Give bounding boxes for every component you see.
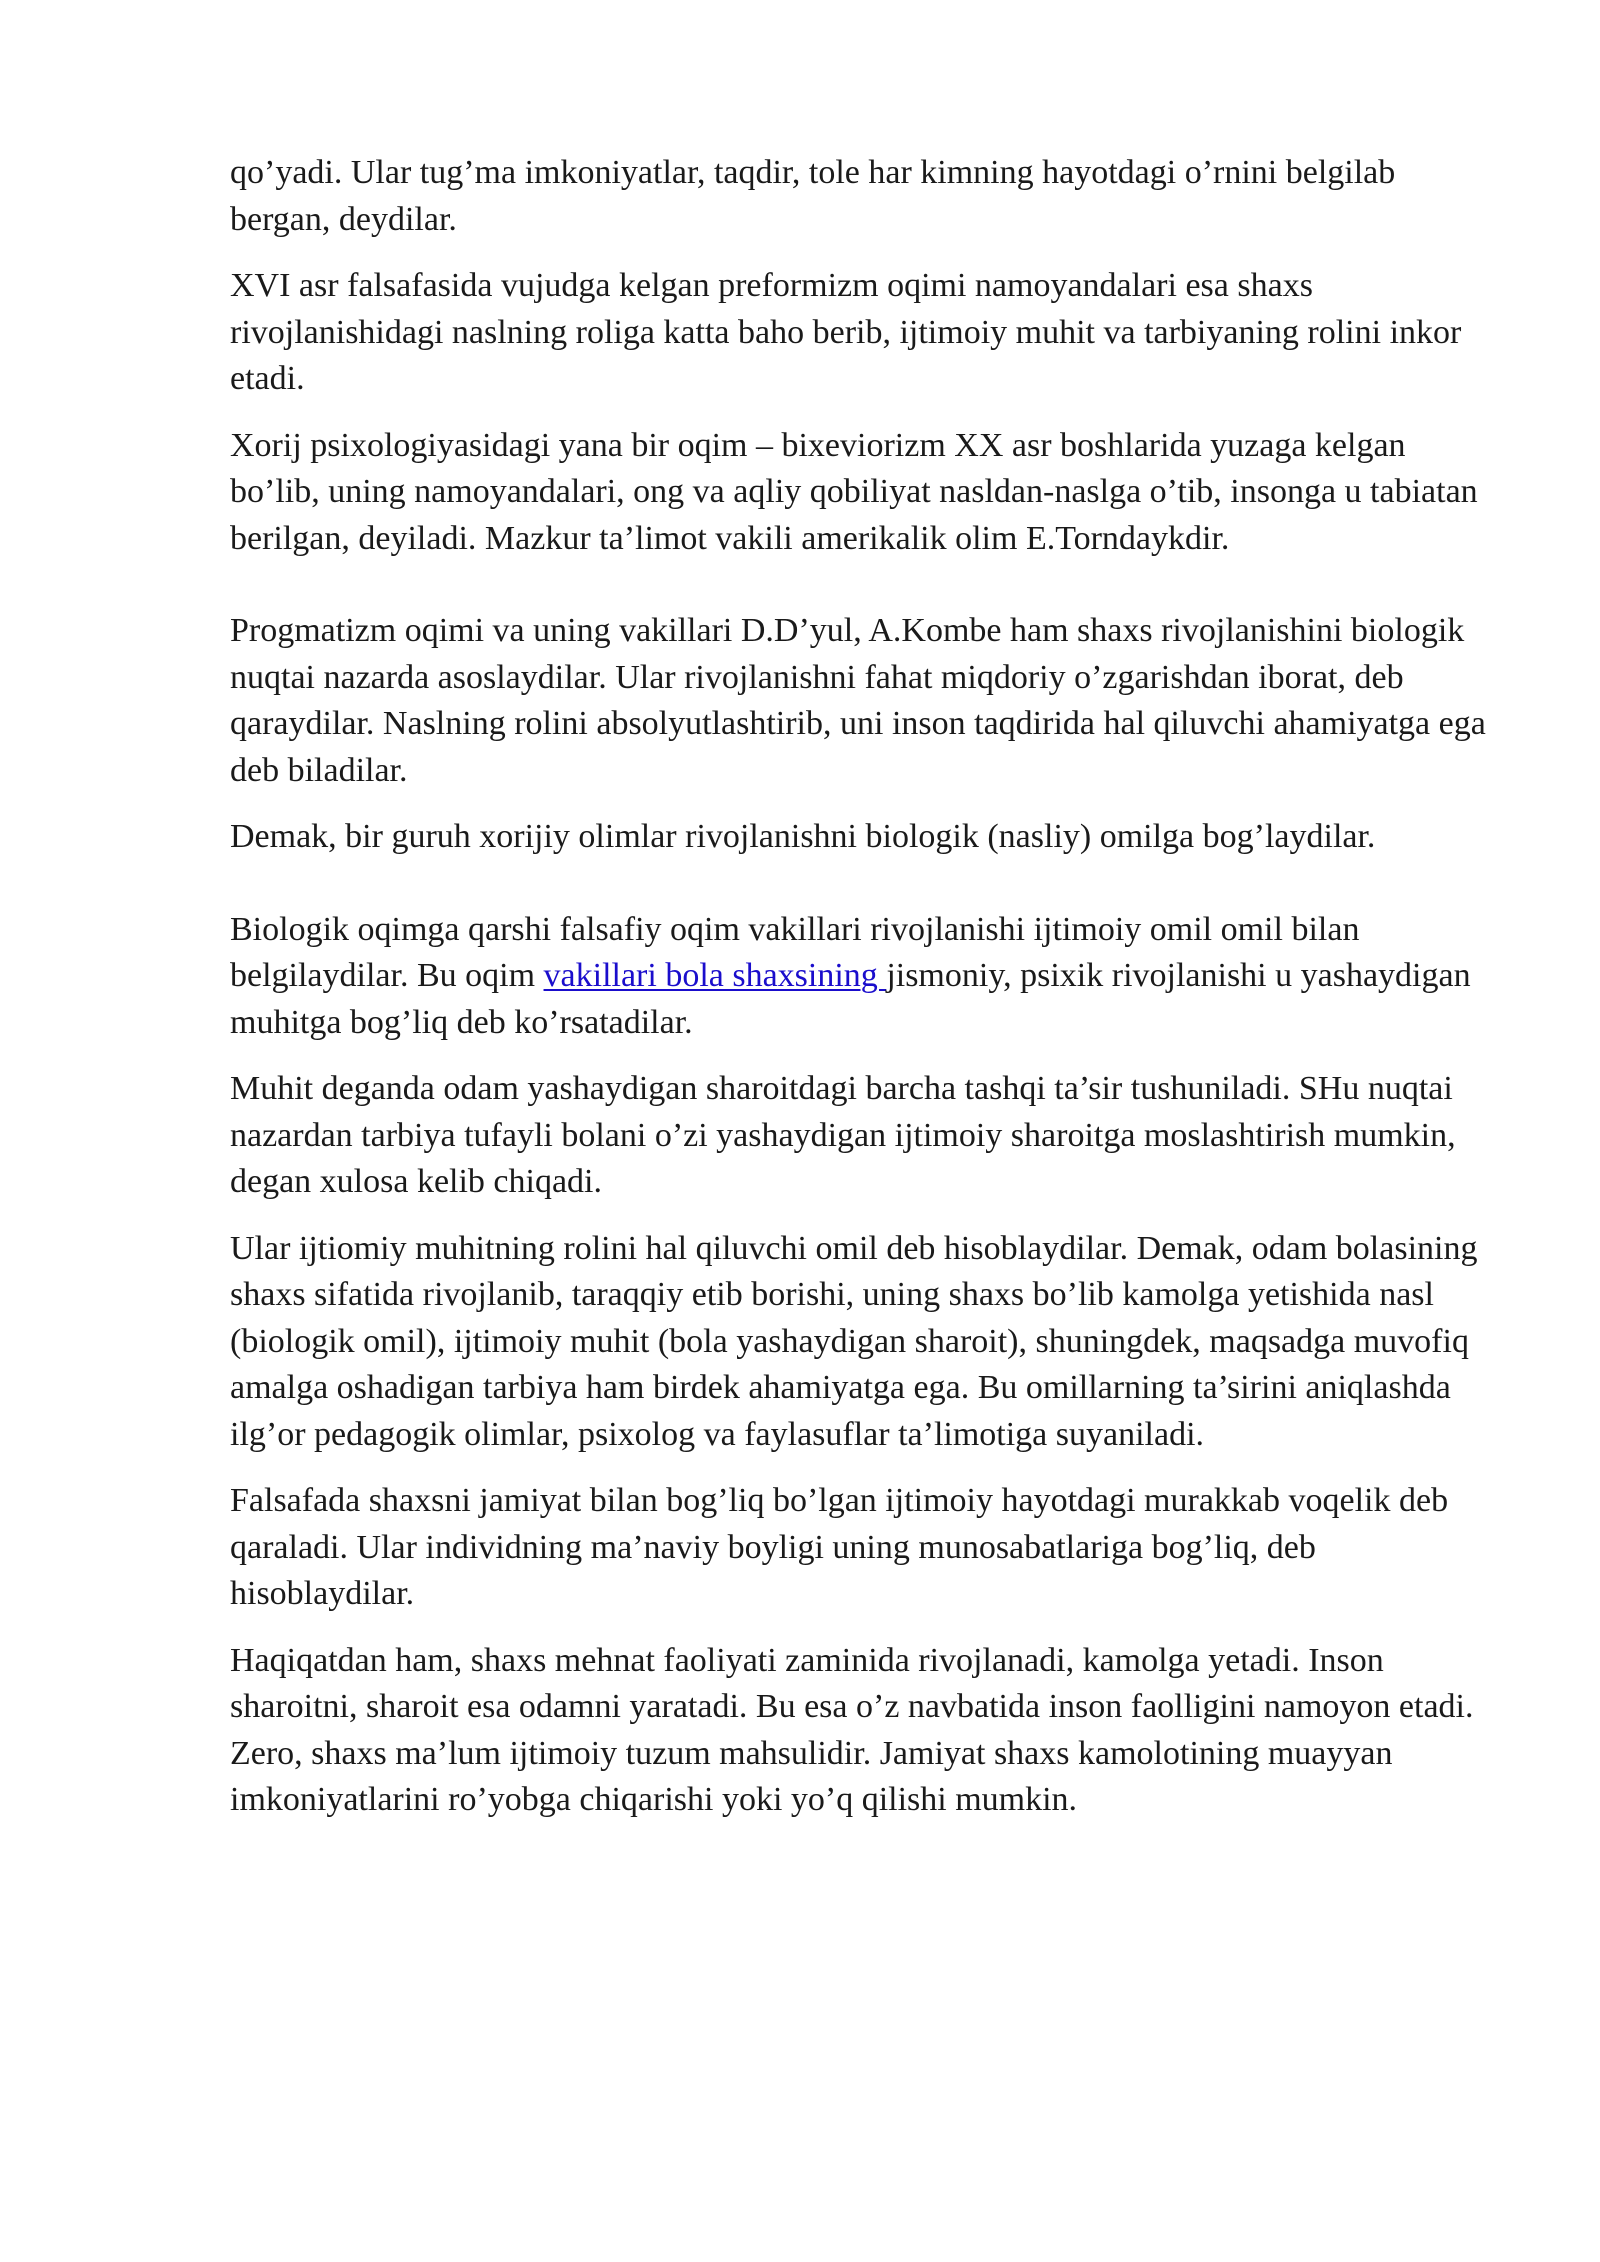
inline-link[interactable]: vakillari bola shaxsining <box>543 957 887 994</box>
paragraph-6-text-before-link: Biologik oqimga qarshi falsafiy oqim vakillari rivojlanishi ijtimoiy omil omil bilan belgilaydilar. Bu oqim <box>230 910 1360 994</box>
paragraph-9: Falsafada shaxsni jamiyat bilan bog’liq bo’lgan ijtimoiy hayotdagi murakkab voqelik deb qaraladi. Ular individning ma’naviy boyligi uning munosabatlariga bog’liq, deb hisoblaydilar. <box>230 1482 1449 1612</box>
paragraph-7: Muhit deganda odam yashaydigan sharoitdagi barcha tashqi ta’sir tushuniladi. SHu nuqtai nazardan tarbiya tufayli bolani o’zi yashaydigan ijtimoiy sharoitga moslashtirish mumkin, degan xulosa kelib chiqadi. <box>230 1070 1456 1200</box>
paragraph-4: Progmatizm oqimi va uning vakillari D.D’yul, A.Kombe ham shaxs rivojlanishini biologik nuqtai nazarda asoslaydilar. Ular rivojlanishni fahat miqdoriy o’zgarishdan iborat, deb qaraydilar. Naslning rolini absolyutlashtirib, uni inson taqdirida hal qiluvchi ahamiyatga ega deb biladilar. <box>230 612 1486 789</box>
paragraph-10: Haqiqatdan ham, shaxs mehnat faoliyati zaminida rivojlanadi, kamolga yetadi. Inson sharoitni, sharoit esa odamni yaratadi. Bu esa o’z navbatida inson faolligini namoyon etadi. Zero, shaxs ma’lum ijtimoiy tuzum mahsulidir. Jamiyat shaxs kamolotining muayyan imkoniyatlarini ro’yobga chiqarishi yoki yo’q qilishi mumkin. <box>230 1641 1474 1818</box>
paragraph-6 <box>230 907 1490 1047</box>
document-page <box>230 150 1490 1844</box>
paragraph-3: Xorij psixologiyasidagi yana bir oqim – bixeviorizm XX asr boshlarida yuzaga kelgan bo’lib, uning namoyandalari, ong va aqliy qobiliyat nasldan-naslga o’tib, insonga u tabiatan berilgan, deyiladi. Mazkur ta’limot vakili amerikalik olim E.Torndaykdir. <box>230 426 1478 557</box>
paragraph-8: Ular ijtiomiy muhitning rolini hal qiluvchi omil deb hisoblaydilar. Demak, odam bolasining shaxs sifatida rivojlanib, taraqqiy etib borishi, uning shaxs bo’lib kamolga yetishida nasl (biologik omil), ijtimoiy muhit (bola yashaydigan sharoit), shuningdek, maqsadga muvofiq amalga oshadigan tarbiya ham birdek ahamiyatga ega. Bu omillarning ta’sirini aniqlashda ilg’or pedagogik olimlar, psixolog va faylasuflar ta’limotiga suyaniladi. <box>230 1229 1478 1453</box>
paragraph-2: XVI asr falsafasida vujudga kelgan preformizm oqimi namoyandalari esa shaxs rivojlanishidagi naslning roliga katta baho berib, ijtimoiy muhit va tarbiyaning rolini inkor etadi. <box>230 267 1462 397</box>
paragraph-6-text-after-link: jismoniy, psixik rivojlanishi u yashaydigan muhitga bog’liq deb ko’rsatadilar. <box>230 957 1471 1041</box>
paragraph-5: Demak, bir guruh xorijiy olimlar rivojlanishni biologik (nasliy) omilga bog’laydilar. <box>230 818 1376 855</box>
paragraph-1: qo’yadi. Ular tug’ma imkoniyatlar, taqdir, tole har kimning hayotdagi o’rnini belgilab bergan, deydilar. <box>230 154 1396 238</box>
